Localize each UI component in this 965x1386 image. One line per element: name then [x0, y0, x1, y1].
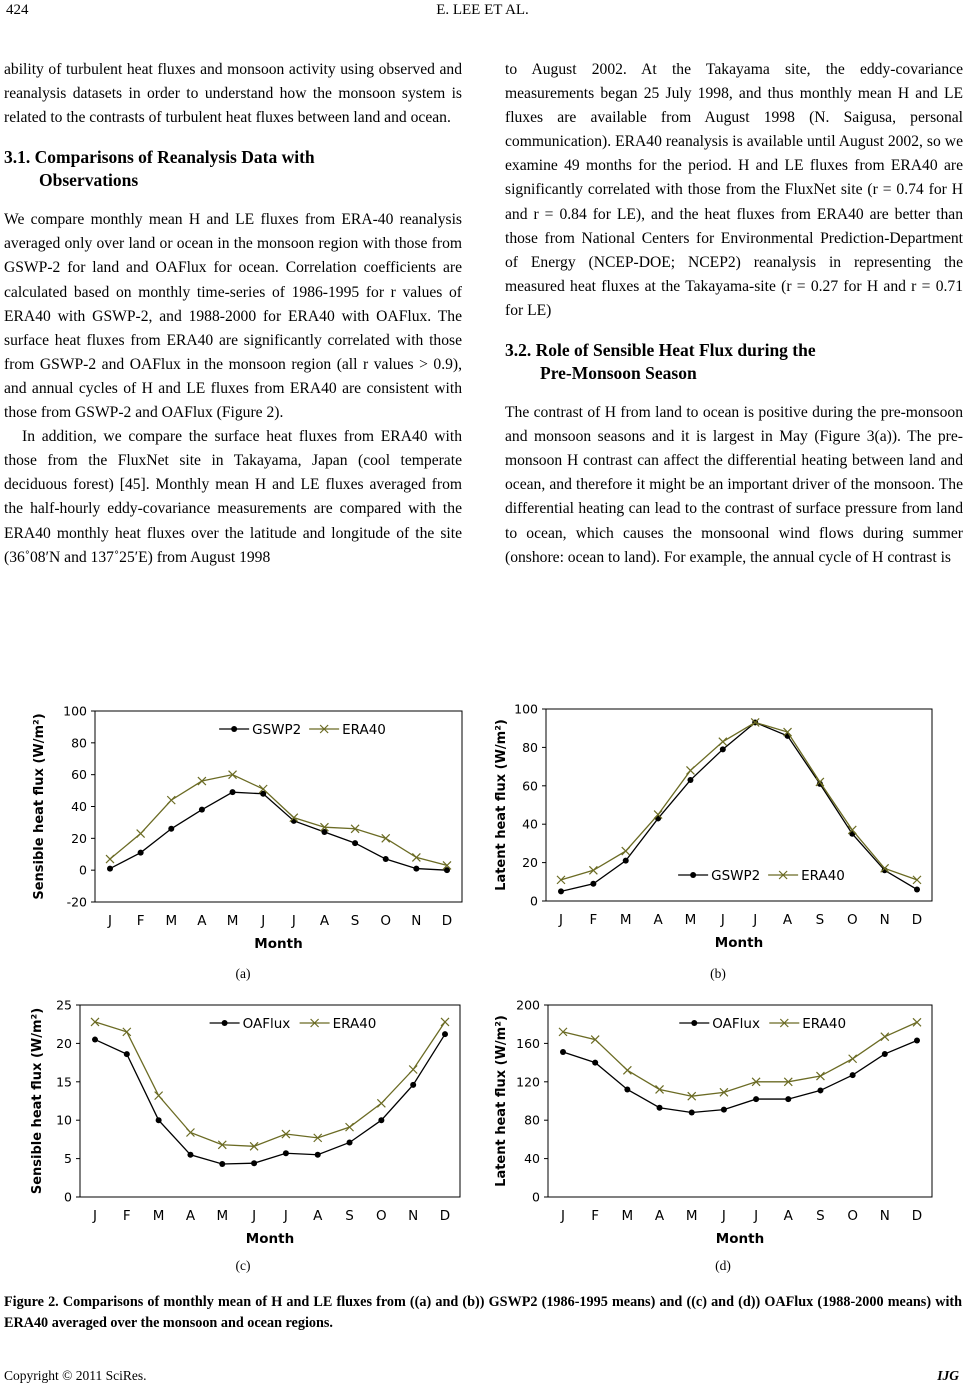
- point-era40: [719, 738, 727, 746]
- point-oaflux: [410, 1082, 416, 1088]
- x-tick-label: D: [439, 1208, 451, 1224]
- legend-label-oaflux: OAFlux: [712, 1016, 760, 1032]
- paragraph: to August 2002. At the Takayama site, the eddy-covariance measurements began 25 July 1998, and thus monthly mean H and LE fluxes are available from August 1998 (N. Saigusa, personal communication). ERA40 reanalysis is available until August 2002, so we examine 49 months for the period. H and LE fluxes from ERA40 are significantly correlated with those from the FluxNet site (r = 0.74 for H and r = 0.84 for LE), and the heat fluxes from ERA40 are better than those from National Centers for Environmental Prediction-Department of Energy (NCEP-DOE; NCEP2) reanalysis in representing the measured heat fluxes at the Takayama-site (r = 0.27 for H and r = 0.71 for LE): [505, 61, 963, 319]
- plot-frame: [548, 1005, 932, 1197]
- point-gswp2: [352, 840, 358, 846]
- y-tick-label: 100: [63, 703, 87, 719]
- x-tick-label: A: [783, 1208, 793, 1224]
- point-oaflux: [251, 1160, 257, 1166]
- point-era40: [377, 1099, 385, 1107]
- subcaption-c: (c): [235, 1258, 251, 1273]
- point-gswp2: [590, 881, 596, 887]
- y-tick-label: 80: [524, 1112, 540, 1128]
- x-axis-label: Month: [715, 1231, 765, 1247]
- point-gswp2: [687, 777, 693, 783]
- series-line-gswp2: [561, 722, 917, 891]
- subcaption-d: (d): [715, 1258, 731, 1273]
- point-oaflux: [657, 1105, 663, 1111]
- point-oaflux: [283, 1150, 289, 1156]
- y-tick-label: 20: [71, 830, 87, 846]
- point-oaflux: [442, 1031, 448, 1037]
- subcaption-a: (a): [235, 966, 251, 981]
- y-tick-label: 0: [530, 893, 538, 909]
- point-oaflux: [882, 1051, 888, 1057]
- y-tick-label: 10: [56, 1112, 72, 1128]
- point-gswp2: [914, 886, 920, 892]
- x-axis-label: Month: [254, 936, 303, 952]
- point-oaflux: [817, 1087, 823, 1093]
- legend-marker: [222, 1020, 228, 1026]
- x-tick-label: M: [685, 1208, 698, 1224]
- point-gswp2: [558, 888, 564, 894]
- y-axis-label: Sensible heat flux (W/m²): [32, 713, 47, 900]
- x-tick-label: A: [313, 1208, 323, 1224]
- point-gswp2: [199, 807, 205, 813]
- y-axis-label: Latent heat flux (W/m²): [494, 719, 509, 891]
- point-oaflux: [624, 1086, 630, 1092]
- x-tick-label: O: [380, 913, 392, 929]
- y-tick-label: 100: [514, 701, 538, 717]
- figure-caption: Figure 2. Comparisons of monthly mean of H and LE fluxes from ((a) and (b)) GSWP2 (1986-1995 means) and ((c) and (d)) OAFlux (1988-2000 means) with ERA40 averaged over the monsoon and ocean regions.: [4, 1294, 962, 1331]
- x-tick-label: S: [815, 912, 825, 928]
- legend-label-gswp2: GSWP2: [252, 722, 302, 738]
- x-tick-label: J: [261, 913, 266, 929]
- y-tick-label: 60: [522, 778, 538, 794]
- legend-label-era40: ERA40: [802, 1016, 847, 1032]
- point-era40: [409, 1066, 417, 1074]
- point-gswp2: [413, 866, 419, 872]
- x-axis-label: Month: [714, 935, 764, 951]
- point-gswp2: [383, 856, 389, 862]
- series-line-era40: [561, 722, 917, 879]
- point-oaflux: [378, 1117, 384, 1123]
- point-oaflux: [219, 1161, 225, 1167]
- point-era40: [441, 1018, 449, 1026]
- page-number: 424: [6, 2, 29, 18]
- journal-abbrev: IJG: [937, 1368, 959, 1383]
- x-tick-label: S: [345, 1208, 354, 1224]
- point-era40: [412, 853, 420, 861]
- y-tick-label: 20: [56, 1035, 72, 1051]
- x-tick-label: N: [879, 912, 890, 928]
- point-era40: [137, 830, 145, 838]
- x-tick-label: M: [684, 912, 697, 928]
- point-era40: [91, 1018, 99, 1026]
- x-tick-label: A: [782, 912, 793, 928]
- x-tick-label: M: [152, 1208, 165, 1224]
- running-header: E. LEE ET AL.: [436, 2, 529, 18]
- x-tick-label: M: [619, 912, 632, 928]
- x-tick-label: N: [408, 1208, 419, 1224]
- series-line-era40: [95, 1022, 445, 1146]
- x-tick-label: J: [753, 912, 758, 928]
- chart-a: [30, 705, 470, 963]
- point-era40: [591, 1036, 599, 1044]
- legend-label-era40: ERA40: [342, 722, 386, 738]
- x-tick-label: S: [816, 1208, 825, 1224]
- x-tick-label: D: [911, 1208, 923, 1224]
- section-heading-3-1: 3.1. Comparisons of Reanalysis Data with Observations: [4, 147, 315, 191]
- x-tick-label: F: [589, 912, 598, 928]
- point-oaflux: [156, 1117, 162, 1123]
- x-axis-label: Month: [245, 1231, 295, 1247]
- subcaption-b: (b): [710, 966, 726, 981]
- paragraph: ability of turbulent heat fluxes and monsoon activity using observed and reanalysis datasets in order to understand how the monsoon system is related to the contrasts of turbulent heat fluxes between land and ocean.: [4, 61, 462, 127]
- x-tick-label: N: [879, 1208, 890, 1224]
- series-line-era40: [110, 775, 447, 866]
- series-line-era40: [563, 1022, 917, 1096]
- point-era40: [346, 1123, 354, 1131]
- legend-label-era40: ERA40: [332, 1016, 377, 1032]
- y-tick-label: 20: [522, 855, 538, 871]
- paragraph: We compare monthly mean H and LE fluxes from ERA-40 reanalysis averaged only over land or ocean in the monsoon region with those from GSWP-2 for land and OAFlux for ocean. Correlation coefficients are calculated based on monthly time-series of 1986-1995 for r values of ERA40 with GSWP-2, and 1988-2000 for ERA40 with OAFlux. The surface heat fluxes from ERA40 are significantly correlated with those from GSWP-2 and OAFlux in the monsoon region (all r values > 0.9), and annual cycles of H and LE fluxes from ERA40 are consistent with those from GSWP-2 and OAFlux (Figure 2).: [4, 211, 462, 422]
- point-oaflux: [92, 1037, 98, 1043]
- point-oaflux: [850, 1072, 856, 1078]
- legend-marker: [231, 726, 237, 732]
- legend-label-gswp2: GSWP2: [711, 868, 761, 884]
- point-oaflux: [347, 1139, 353, 1145]
- point-era40: [686, 766, 694, 774]
- x-tick-label: J: [559, 912, 563, 928]
- plot-frame: [80, 1005, 460, 1197]
- x-tick-label: A: [319, 913, 330, 929]
- point-gswp2: [720, 746, 726, 752]
- x-tick-label: J: [283, 1208, 288, 1224]
- point-era40: [382, 834, 390, 842]
- point-era40: [557, 876, 565, 884]
- x-tick-label: N: [411, 913, 422, 929]
- y-tick-label: 0: [79, 862, 87, 878]
- point-gswp2: [107, 866, 113, 872]
- x-tick-label: M: [621, 1208, 634, 1224]
- point-era40: [123, 1028, 131, 1036]
- y-tick-label: -20: [66, 894, 87, 910]
- point-era40: [155, 1092, 163, 1100]
- x-tick-label: O: [847, 1208, 858, 1224]
- paragraph: The contrast of H from land to ocean is positive during the pre-monsoon and monsoon seasons and it is largest in May (Figure 3(a)). The pre-monsoon H contrast can affect the differential heating between land and ocean, and therefore it might be an important driver of the monsoon. The differential heating can lead to the contrast of surface pressure from land to ocean, which causes the monsoonal wind flows during summer (onshore: ocean to land). For example, the annual cycle of H contrast is: [505, 404, 963, 566]
- point-oaflux: [785, 1096, 791, 1102]
- point-era40: [106, 855, 114, 863]
- legend-label-era40: ERA40: [801, 868, 845, 884]
- x-tick-label: J: [291, 913, 296, 929]
- chart-b: [492, 701, 942, 963]
- point-era40: [622, 847, 630, 855]
- x-tick-label: O: [846, 912, 858, 928]
- x-tick-label: S: [350, 913, 360, 929]
- y-tick-label: 0: [64, 1189, 72, 1205]
- point-era40: [881, 1033, 889, 1041]
- point-oaflux: [914, 1038, 920, 1044]
- x-tick-label: J: [721, 1208, 726, 1224]
- series-line-oaflux: [95, 1034, 445, 1164]
- x-tick-label: M: [216, 1208, 229, 1224]
- x-tick-label: D: [911, 912, 923, 928]
- point-era40: [167, 796, 175, 804]
- legend-marker: [690, 872, 696, 878]
- point-gswp2: [168, 826, 174, 832]
- paragraph: In addition, we compare the surface heat fluxes from ERA40 with those from the FluxNet site in Takayama, Japan (cool temperate deciduous forest) [45]. Monthly mean H and LE fluxes averaged from the half-hourly eddy-covariance measurements are compared with the ERA40 monthly heat fluxes over the latitude and longitude of the site (36˚08′N and 137˚25′E) from August 1998: [4, 428, 462, 566]
- y-tick-label: 40: [522, 816, 538, 832]
- point-era40: [186, 1128, 194, 1136]
- y-tick-label: 0: [532, 1189, 540, 1205]
- point-era40: [589, 866, 597, 874]
- x-tick-label: J: [93, 1208, 97, 1224]
- chart-d: [492, 998, 942, 1254]
- section-heading-3-2: 3.2. Role of Sensible Heat Flux during the Pre-Monsoon Season: [505, 340, 816, 384]
- y-tick-label: 15: [56, 1074, 72, 1090]
- x-tick-label: J: [754, 1208, 759, 1224]
- legend-marker: [691, 1020, 697, 1026]
- x-tick-label: J: [252, 1208, 257, 1224]
- x-tick-label: J: [561, 1208, 565, 1224]
- y-tick-label: 40: [71, 799, 87, 814]
- point-gswp2: [230, 789, 236, 795]
- x-tick-label: J: [720, 912, 725, 928]
- x-tick-label: F: [122, 1208, 131, 1224]
- x-tick-label: J: [108, 913, 112, 929]
- left-column: [4, 58, 462, 570]
- y-tick-label: 80: [71, 735, 87, 751]
- x-tick-label: A: [653, 912, 663, 928]
- point-oaflux: [592, 1060, 598, 1066]
- right-column: [505, 58, 963, 570]
- x-tick-label: A: [654, 1208, 665, 1224]
- y-axis-label: Latent heat flux (W/m²): [494, 1015, 509, 1187]
- point-gswp2: [138, 850, 144, 856]
- x-tick-label: A: [185, 1208, 196, 1224]
- chart-c: [28, 998, 468, 1254]
- point-oaflux: [689, 1110, 695, 1116]
- y-tick-label: 200: [516, 997, 540, 1013]
- x-tick-label: A: [197, 913, 207, 929]
- point-oaflux: [560, 1049, 566, 1055]
- y-tick-label: 160: [516, 1035, 540, 1051]
- point-era40: [623, 1066, 631, 1074]
- y-tick-label: 5: [64, 1151, 72, 1167]
- point-gswp2: [623, 858, 629, 864]
- x-tick-label: F: [591, 1208, 600, 1224]
- y-tick-label: 120: [516, 1074, 540, 1090]
- x-tick-label: M: [165, 913, 178, 929]
- copyright: Copyright © 2011 SciRes.: [4, 1368, 147, 1383]
- x-tick-label: F: [136, 913, 145, 929]
- x-tick-label: D: [441, 913, 453, 929]
- point-oaflux: [753, 1096, 759, 1102]
- point-era40: [849, 1055, 857, 1063]
- x-tick-label: O: [376, 1208, 387, 1224]
- point-oaflux: [187, 1152, 193, 1158]
- legend-label-oaflux: OAFlux: [242, 1016, 291, 1032]
- y-tick-label: 40: [524, 1151, 540, 1167]
- point-oaflux: [315, 1152, 321, 1158]
- x-tick-label: M: [226, 913, 239, 929]
- point-era40: [913, 876, 921, 884]
- point-oaflux: [721, 1107, 727, 1113]
- point-oaflux: [124, 1051, 130, 1057]
- y-axis-label: Sensible heat flux (W/m²): [30, 1007, 45, 1195]
- y-tick-label: 60: [71, 767, 87, 783]
- y-tick-label: 80: [522, 739, 538, 755]
- point-era40: [913, 1018, 921, 1026]
- y-tick-label: 25: [56, 997, 72, 1013]
